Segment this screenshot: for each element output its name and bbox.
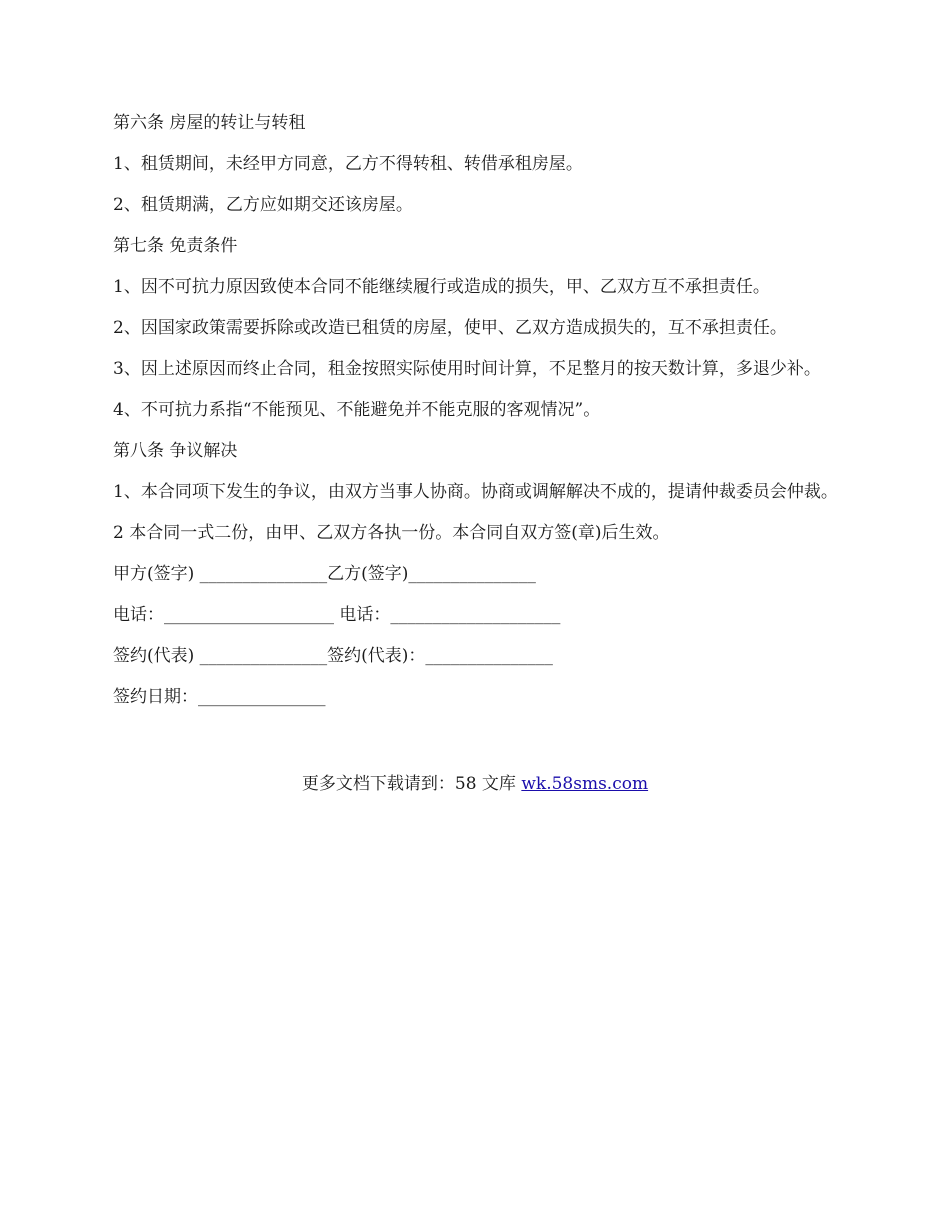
signature-line-parties: 甲方(签字) _______________乙方(签字)_______________ (113, 564, 536, 584)
representative-line: 签约(代表) _______________签约(代表)：_______________ (113, 646, 553, 666)
sign-date-line: 签约日期：_______________ (113, 687, 326, 707)
clause-7-4: 4、不可抗力系指“不能预见、不能避免并不能克服的客观情况”。 (113, 400, 601, 420)
download-footer (0, 773, 950, 795)
section-heading-8: 第八条 争议解决 (113, 441, 238, 461)
clause-6-1: 1、租赁期间，未经甲方同意，乙方不得转租、转借承租房屋。 (113, 154, 583, 174)
footer-link[interactable]: wk.58sms.com (521, 774, 649, 794)
phone-line: 电话：____________________ 电话：____________________ (113, 605, 561, 625)
section-heading-7: 第七条 免责条件 (113, 236, 238, 256)
clause-7-1: 1、因不可抗力原因致使本合同不能继续履行或造成的损失，甲、乙双方互不承担责任。 (113, 277, 770, 297)
clause-7-2: 2、因国家政策需要拆除或改造已租赁的房屋，使甲、乙双方造成损失的，互不承担责任。 (113, 318, 787, 338)
clause-8-2: 2 本合同一式二份，由甲、乙双方各执一份。本合同自双方签(章)后生效。 (113, 523, 670, 543)
footer-text: 更多文档下载请到：58 文库 (301, 774, 522, 794)
document-body (113, 112, 843, 727)
clause-7-3: 3、因上述原因而终止合同，租金按照实际使用时间计算，不足整月的按天数计算，多退少补。 (113, 359, 821, 379)
clause-8-1: 1、本合同项下发生的争议，由双方当事人协商。协商或调解解决不成的，提请仲裁委员会仲裁。 (113, 482, 838, 502)
clause-6-2: 2、租赁期满，乙方应如期交还该房屋。 (113, 195, 413, 215)
section-heading-6: 第六条 房屋的转让与转租 (113, 113, 306, 133)
